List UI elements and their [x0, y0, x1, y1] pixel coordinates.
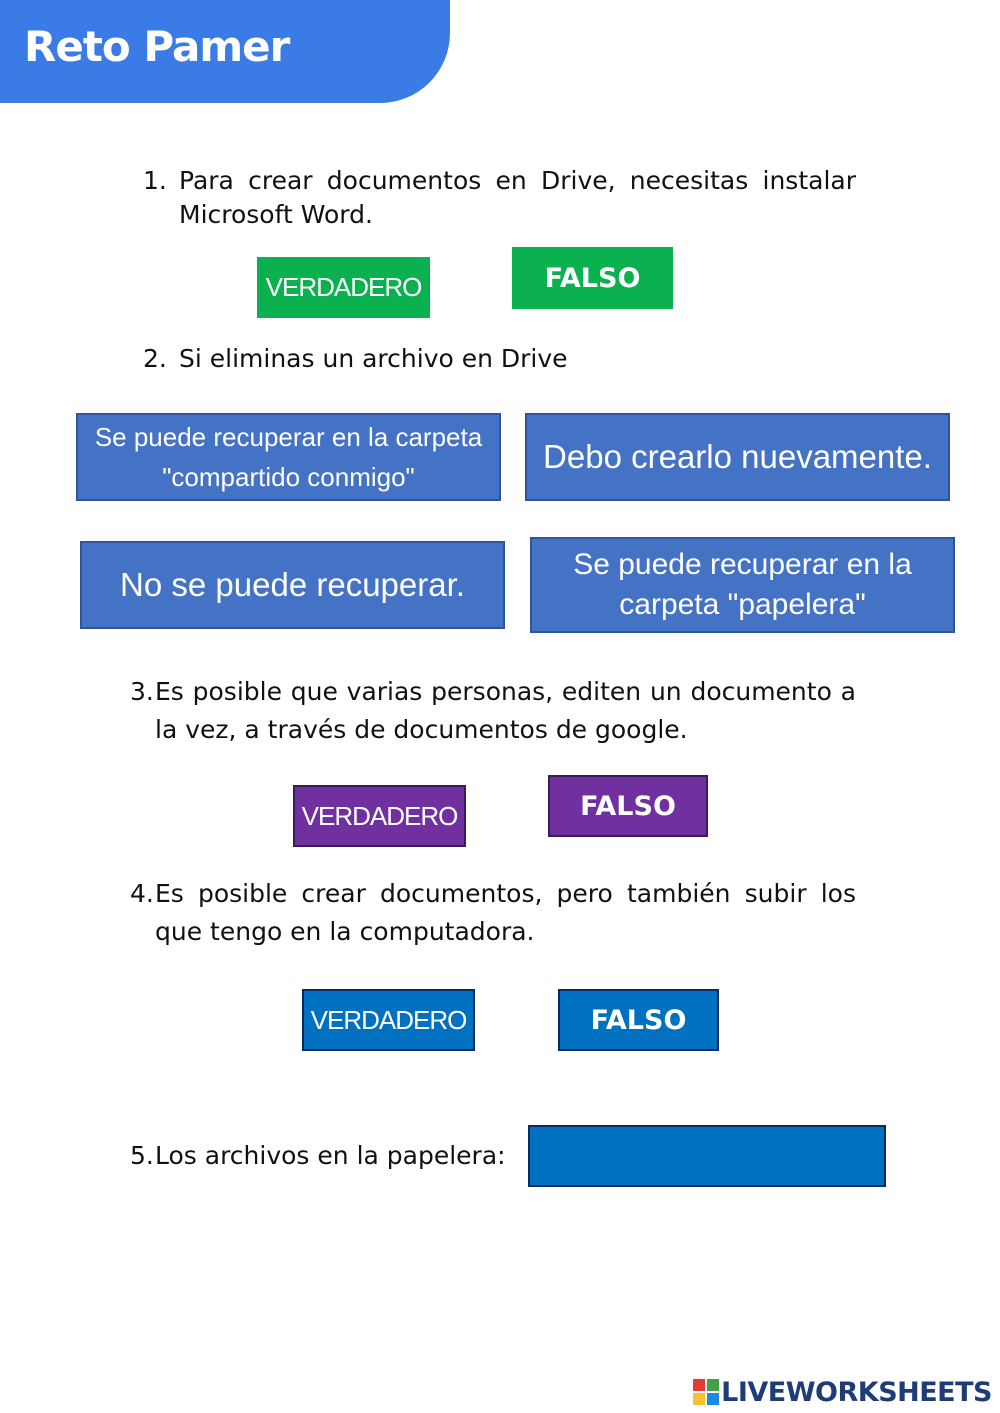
- option-verdadero-q3[interactable]: VERDADERO: [293, 785, 466, 847]
- question-text: Es posible que varias personas, editen un documento a la vez, a través de documentos de google.: [155, 677, 856, 744]
- option-papelera[interactable]: Se puede recuperar en la carpeta "papelera": [530, 537, 955, 633]
- liveworksheets-logo-icon: [693, 1379, 719, 1405]
- question-number: 4.: [130, 879, 154, 908]
- option-no-se-puede-recuperar[interactable]: No se puede recuperar.: [80, 541, 505, 629]
- question-4: [130, 875, 856, 951]
- option-falso-q1[interactable]: FALSO: [512, 247, 673, 309]
- page-title: Reto Pamer: [24, 22, 290, 71]
- question-1: [143, 164, 856, 232]
- question-2: [143, 342, 856, 376]
- question-text: Si eliminas un archivo en Drive: [179, 344, 568, 373]
- option-crearlo-nuevamente[interactable]: Debo crearlo nuevamente.: [525, 413, 950, 501]
- question-text: Los archivos en la papelera:: [155, 1141, 506, 1170]
- option-falso-q4[interactable]: FALSO: [558, 989, 719, 1051]
- logo-text: LIVEWORKSHEETS: [721, 1376, 992, 1408]
- question-5: [130, 1139, 510, 1173]
- question-number: 2.: [143, 344, 167, 373]
- question-text: Para crear documentos en Drive, necesitas instalar Microsoft Word.: [179, 166, 856, 229]
- option-compartido-conmigo[interactable]: Se puede recuperar en la carpeta "compartido conmigo": [76, 413, 501, 501]
- question-3: [130, 673, 856, 749]
- option-falso-q3[interactable]: FALSO: [548, 775, 708, 837]
- question-text: Es posible crear documentos, pero también subir los que tengo en la computadora.: [155, 879, 856, 946]
- question-number: 5.: [130, 1141, 154, 1170]
- question-number: 3.: [130, 677, 154, 706]
- option-verdadero-q1[interactable]: VERDADERO: [257, 257, 430, 318]
- answer-dropzone[interactable]: [528, 1125, 886, 1187]
- question-number: 1.: [143, 166, 167, 195]
- liveworksheets-logo: [693, 1374, 992, 1410]
- option-verdadero-q4[interactable]: VERDADERO: [302, 989, 475, 1051]
